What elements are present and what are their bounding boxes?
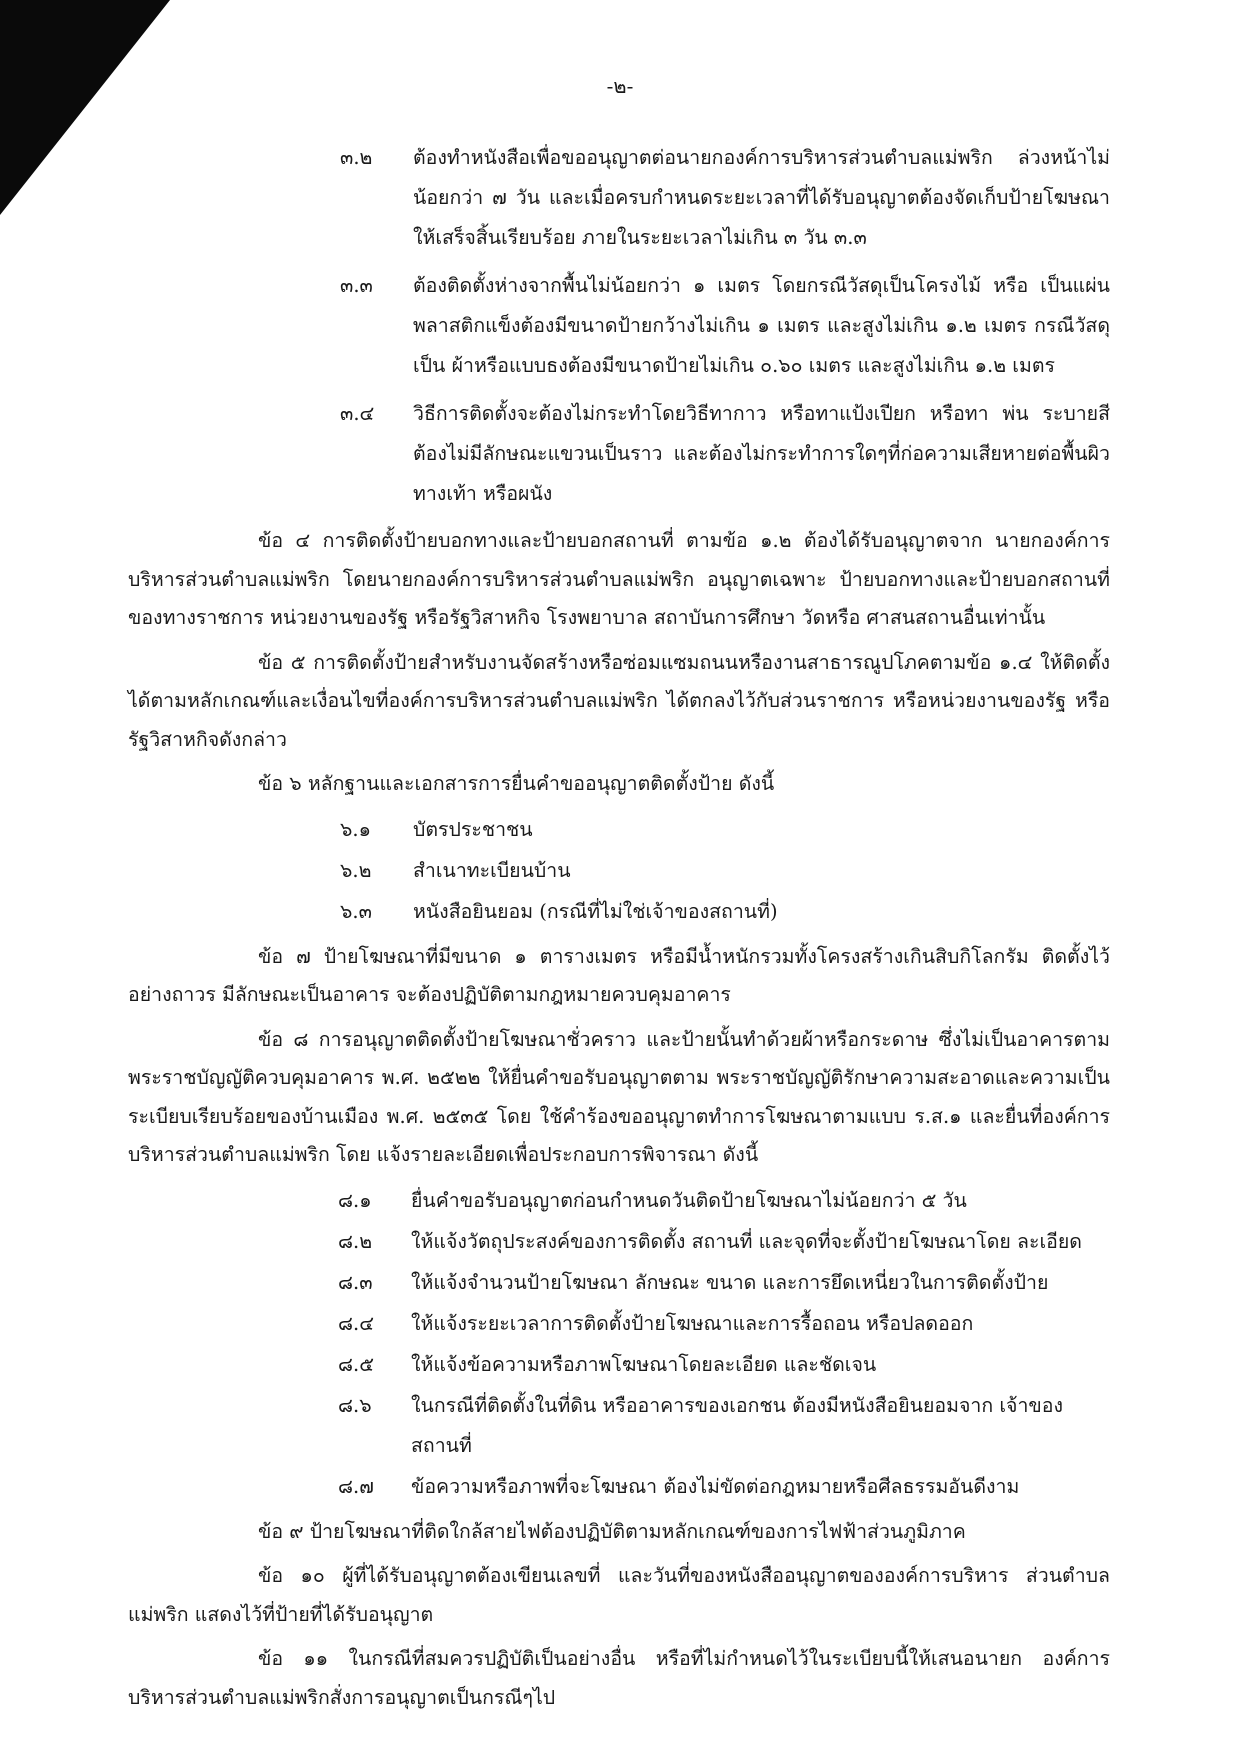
- clause-4: ข้อ ๔ การติดตั้งป้ายบอกทางและป้ายบอกสถานที่ ตามข้อ ๑.๒ ต้องได้รับอนุญาตจาก นายกองค์การบริหารส่วนตำบลแม่พริก โดยนายกองค์การบริหารส่วนตำบลแม่พริก อนุญาตเฉพาะ ป้ายบอกทางและป้ายบอกสถานที่ของทางราชการ หน่วยงานของรัฐ หรือรัฐวิสาหกิจ โรงพยาบาล สถาบันการศึกษา วัดหรือ ศาสนสถานอื่นเท่านั้น: [128, 529, 1110, 629]
- subclause-3-4: [128, 394, 1110, 514]
- clause-8-item: [128, 1222, 1110, 1262]
- subclause-text: ต้องติดตั้งห่างจากพื้นไม่น้อยกว่า ๑ เมตร โดยกรณีวัสดุเป็นโครงไม้ หรือ เป็นแผ่นพลาสติกแข็งต้องมีขนาดป้ายกว้างไม่เกิน ๑ เมตร และสูงไม่เกิน ๑.๒ เมตร กรณีวัสดุเป็น ผ้าหรือแบบธงต้องมีขนาดป้ายไม่เกิน ๐.๖๐ เมตร และสูงไม่เกิน ๑.๒ เมตร: [413, 274, 1110, 377]
- item-text: หนังสือยินยอม (กรณีที่ไม่ใช่เจ้าของสถานที่): [413, 899, 778, 923]
- clause-9: ข้อ ๙ ป้ายโฆษณาที่ติดใกล้สายไฟต้องปฏิบัติตามหลักเกณฑ์ของการไฟฟ้าส่วนภูมิภาค: [258, 1519, 966, 1543]
- clause-6-item: [128, 851, 1110, 891]
- item-text: ให้แจ้งวัตถุประสงค์ของการติดตั้ง สถานที่ และจุดที่จะตั้งป้ายโฆษณาโดย ละเอียด: [411, 1229, 1082, 1253]
- clause-8-item: [128, 1467, 1110, 1507]
- item-text: สำเนาทะเบียนบ้าน: [413, 858, 571, 882]
- item-text: ข้อความหรือภาพที่จะโฆษณา ต้องไม่ขัดต่อกฎหมายหรือศีลธรรมอันดีงาม: [411, 1474, 1020, 1498]
- clause-6-item: [128, 892, 1110, 932]
- item-text: ให้แจ้งจำนวนป้ายโฆษณา ลักษณะ ขนาด และการยึดเหนี่ยวในการติดตั้งป้าย: [411, 1270, 1049, 1294]
- subclause-3-3: [128, 266, 1110, 386]
- subclause-number: ๓.๒: [340, 146, 373, 169]
- clause-8-item: [128, 1263, 1110, 1303]
- item-text: ในกรณีที่ติดตั้งในที่ดิน หรืออาคารของเอกชน ต้องมีหนังสือยินยอมจาก เจ้าของสถานที่: [411, 1393, 1063, 1457]
- item-number: ๘.๖: [338, 1393, 372, 1417]
- clause-8-item: [128, 1304, 1110, 1344]
- item-number: ๘.๔: [338, 1311, 375, 1335]
- clause-8-item: [128, 1345, 1110, 1385]
- subclause-number: ๓.๓: [340, 274, 373, 297]
- subclause-3-2: [128, 138, 1110, 258]
- clause-6-item: [128, 810, 1110, 850]
- clause-8-item: [128, 1386, 1110, 1466]
- page-number: -๒-: [606, 74, 634, 98]
- clause-8-item: [128, 1181, 1110, 1221]
- item-number: ๖.๓: [340, 899, 372, 923]
- document-body: [128, 138, 1110, 1723]
- subclause-text: วิธีการติดตั้งจะต้องไม่กระทำโดยวิธีทากาว หรือทาแป้งเปียก หรือทา พ่น ระบายสี ต้องไม่มีลักษณะแขวนเป็นราว และต้องไม่กระทำการใดๆที่ก่อความเสียหายต่อพื้นผิว ทางเท้า หรือผนัง: [413, 402, 1110, 505]
- item-number: ๘.๒: [338, 1229, 373, 1253]
- item-text: ยื่นคำขอรับอนุญาตก่อนกำหนดวันติดป้ายโฆษณาไม่น้อยกว่า ๕ วัน: [411, 1188, 967, 1212]
- clause-10: ข้อ ๑๐ ผู้ที่ได้รับอนุญาตต้องเขียนเลขที่ และวันที่ของหนังสืออนุญาตขององค์การบริหาร ส่วนตำบลแม่พริก แสดงไว้ที่ป้ายที่ได้รับอนุญาต: [128, 1564, 1110, 1626]
- clause-11: ข้อ ๑๑ ในกรณีที่สมควรปฏิบัติเป็นอย่างอื่น หรือที่ไม่กำหนดไว้ในระเบียบนี้ให้เสนอนายก องค์การบริหารส่วนตำบลแม่พริกสั่งการอนุญาตเป็นกรณีๆไป: [128, 1647, 1110, 1709]
- clause-6-title: ข้อ ๖ หลักฐานและเอกสารการยื่นคำขออนุญาตติดตั้งป้าย ดังนี้: [258, 772, 775, 795]
- item-number: ๘.๓: [338, 1270, 373, 1294]
- clause-7: ข้อ ๗ ป้ายโฆษณาที่มีขนาด ๑ ตารางเมตร หรือมีน้ำหนักรวมทั้งโครงสร้างเกินสิบกิโลกรัม ติดตั้งไว้อย่างถาวร มีลักษณะเป็นอาคาร จะต้องปฏิบัติตามกฎหมายควบคุมอาคาร: [128, 944, 1110, 1006]
- item-text: ให้แจ้งข้อความหรือภาพโฆษณาโดยละเอียด และชัดเจน: [411, 1352, 877, 1376]
- item-number: ๘.๗: [338, 1474, 374, 1498]
- clause-8: ข้อ ๘ การอนุญาตติดตั้งป้ายโฆษณาชั่วคราว และป้ายนั้นทำด้วยผ้าหรือกระดาษ ซึ่งไม่เป็นอาคารตาม พระราชบัญญัติควบคุมอาคาร พ.ศ. ๒๕๒๒ ให้ยื่นคำขอรับอนุญาตตาม พระราชบัญญัติรักษาความสะอาดและความเป็นระเบียบเรียบร้อยของบ้านเมือง พ.ศ. ๒๕๓๕ โดย ใช้คำร้องขออนุญาตทำการโฆษณาตามแบบ ร.ส.๑ และยื่นที่องค์การบริหารส่วนตำบลแม่พริก โดย แจ้งรายละเอียดเพื่อประกอบการพิจารณา ดังนี้: [128, 1027, 1110, 1166]
- subclause-number: ๓.๔: [340, 402, 375, 425]
- item-number: ๖.๒: [340, 858, 372, 882]
- subclause-text: ต้องทำหนังสือเพื่อขออนุญาตต่อนายกองค์การบริหารส่วนตำบลแม่พริก ล่วงหน้าไม่น้อยกว่า ๗ วัน และเมื่อครบกำหนดระยะเวลาที่ได้รับอนุญาตต้องจัดเก็บป้ายโฆษณา ให้เสร็จสิ้นเรียบร้อย ภายในระยะเวลาไม่เกิน ๓ วัน ๓.๓: [413, 146, 1110, 249]
- item-number: ๘.๑: [338, 1188, 372, 1212]
- item-number: ๖.๑: [340, 817, 371, 841]
- item-text: บัตรประชาชน: [413, 817, 533, 841]
- item-text: ให้แจ้งระยะเวลาการติดตั้งป้ายโฆษณาและการรื้อถอน หรือปลดออก: [411, 1311, 974, 1335]
- clause-5: ข้อ ๕ การติดตั้งป้ายสำหรับงานจัดสร้างหรือซ่อมแซมถนนหรืองานสาธารณูปโภคตามข้อ ๑.๔ ให้ติดตั้งได้ตามหลักเกณฑ์และเงื่อนไขที่องค์การบริหารส่วนตำบลแม่พริก ได้ตกลงไว้กับส่วนราชการ หรือหน่วยงานของรัฐ หรือรัฐวิสาหกิจดังกล่าว: [128, 650, 1110, 751]
- item-number: ๘.๕: [338, 1352, 375, 1376]
